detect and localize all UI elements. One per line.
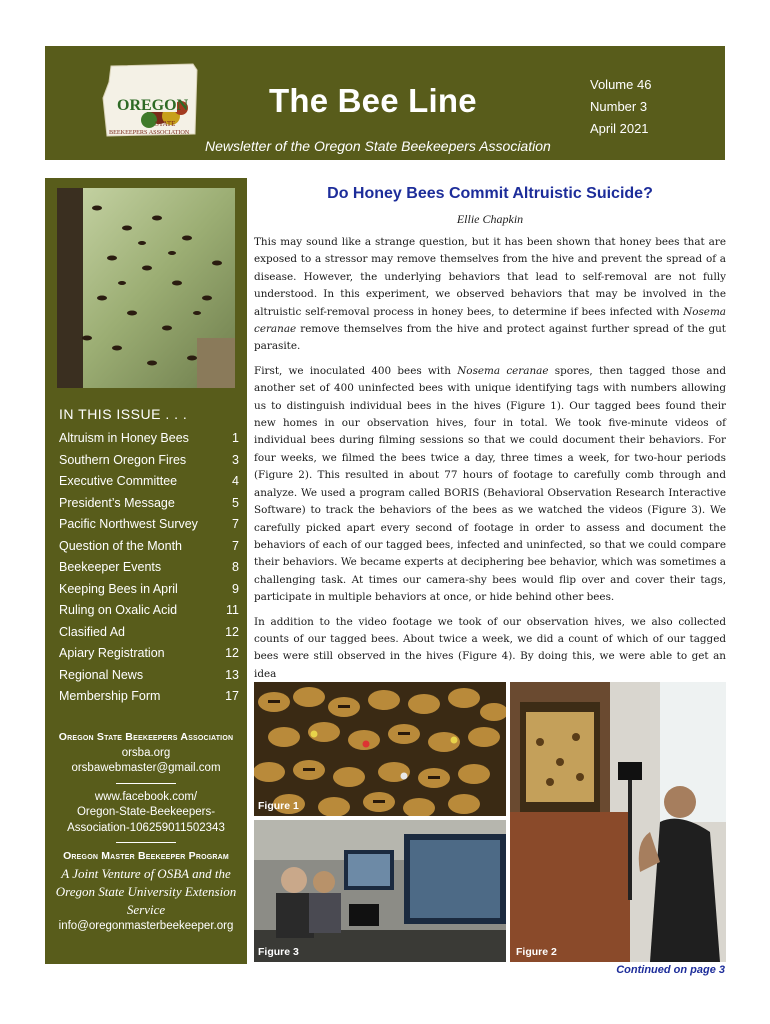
toc-item-label: Keeping Bees in April [59,581,178,596]
svg-text:OREGON: OREGON [117,97,189,114]
toc-item-label: Executive Committee [59,474,178,488]
omb-tagline-2: Oregon State University Extension Service [55,883,237,917]
text-run: This may sound like a strange question, but it has been shown that honey bees that are exposed to a stressor may remove themselves from the hive and prevent the spread of a disease. However, the underlying behaviors that lead to self-removal are not fully understood. In this experiment, we observed behaviors that may be involved in the altruistic self-removal process in honey bees, to determine if bees infected with [254,236,726,318]
osba-name: Oregon State Beekeepers Association [58,731,234,743]
toc-item-page: 9 [232,581,239,596]
in-this-issue-heading: IN THIS ISSUE . . . [59,406,188,422]
toc-item-page: 1 [232,431,239,445]
divider [116,842,176,843]
toc-item-page: 7 [232,517,239,531]
sidebar [45,178,247,964]
continued-link[interactable]: Continued on page 3 [616,964,725,976]
text-run: spores, then tagged those and another set of 400 uninfected bees with unique identifying tags with numbers allowing us to distinguish individual bees in the hives (Figure 1). Our tagged bees found their new homes in our observation hives, four in total. We took five-minute videos of individual bees during filming sessions so that we could document their behaviors. For four weeks, we filmed the bees twice a day, three times a week, for two-hour periods (Figure 2). This resulted in about 77 hours of footage to carefully comb through and analyze. We used a program called BORIS (Behavioral Observation Research Interactive Software) to track the behaviors of the bees as we watched the videos (Figure 3). We carefully picked apart every second of footage in order to assess and document the behaviors of each of our tagged bees, infected and uninfected, so that we could compare their behaviors. We became experts at deciphering bee behavior, which was sometimes a challenging task. At times our camera-shy bees would flip over and cover their tags, participate in multiple behaviors at once, or hide behind other bees. [254,364,726,604]
toc-item-label: Clasified Ad [59,624,126,639]
paragraph-2 [254,363,726,607]
toc-item-label: Altruism in Honey Bees [59,431,189,445]
osba-contact [45,730,247,934]
omb-email-link[interactable]: info@oregonmasterbeekeeper.org [58,919,234,932]
paragraph-3: In addition to the video footage we took of our observation hives, we also collected counts of our tagged bees. About twice a week, we did a count of which of our tagged bees were still observed in the hives (Figure 4). By doing this, we were able to get an idea [254,615,726,680]
toc-item-page: 7 [232,538,239,553]
divider [116,783,176,784]
osba-logo [97,60,207,142]
number: Number 3 [590,99,648,114]
species-name: Nosema ceranae [457,364,549,377]
omb-name: Oregon Master Beekeeper Program [63,850,229,862]
issue-date: April 2021 [590,121,649,136]
toc-item-page: 12 [225,624,239,639]
facebook-link-line-3: Association-106259011502343 [67,821,225,834]
toc-item[interactable] [59,579,239,601]
toc-item[interactable] [59,471,239,493]
masthead-banner [45,46,725,160]
newsletter-tagline: Newsletter of the Oregon State Beekeepers Association [205,138,551,154]
toc-item-label: Membership Form [59,689,161,703]
omb-tagline-1: A Joint Venture of OSBA and the [61,865,231,881]
facebook-link-line-2: Oregon-State-Beekeepers- [76,806,216,818]
toc-item-label: Pacific Northwest Survey [59,517,198,531]
toc-item-page: 5 [232,495,239,510]
toc-item-label: Ruling on Oxalic Acid [59,603,178,617]
toc-item-page: 8 [232,560,239,574]
toc-item-page: 3 [232,452,239,467]
newsletter-title: The Bee Line [269,82,477,119]
toc-item-page: 17 [225,689,239,703]
toc-item[interactable] [59,643,239,665]
svg-text:STATE: STATE [155,120,176,128]
article-body [254,234,726,690]
toc-item-label: Regional News [59,667,144,682]
toc-item[interactable] [59,622,239,644]
text-run: remove themselves from the hive and protect against further spread of the gut parasite. [254,323,726,353]
toc-item-label: Southern Oregon Fires [59,452,187,467]
toc-item[interactable] [59,493,239,515]
bees-swarm-photo [57,188,235,388]
osba-email-link[interactable]: orsbawebmaster@gmail.com [71,762,221,774]
toc-item-label: President’s Message [59,495,175,510]
figure-2-label: Figure 2 [516,946,557,958]
toc-item-page: 13 [225,667,239,682]
figure-1-photo [254,682,506,816]
toc-item-label: Beekeeper Events [59,560,162,574]
text-run: First, we inoculated 400 bees with [254,364,458,377]
toc-item[interactable] [59,665,239,687]
species-name: Nosema ceranae [254,305,726,336]
toc-item[interactable] [59,450,239,472]
figure-1-label: Figure 1 [258,800,299,812]
toc-item-page: 12 [225,646,239,660]
table-of-contents [59,428,239,708]
toc-item[interactable] [59,428,239,450]
toc-item[interactable] [59,536,239,558]
article-author: Ellie Chapkin [456,212,524,226]
toc-item[interactable] [59,600,239,622]
issue-info [590,74,651,140]
volume: Volume 46 [590,77,652,92]
figure-3-label: Figure 3 [258,946,299,958]
figure-3-photo [254,820,506,962]
article-title: Do Honey Bees Commit Altruistic Suicide? [327,185,653,202]
toc-item[interactable] [59,686,239,708]
facebook-link-line-1: www.facebook.com/ [94,790,198,803]
toc-item-page: 4 [232,474,239,488]
toc-item-label: Apiary Registration [59,646,165,660]
figure-2-photo [510,682,726,962]
toc-item-page: 11 [226,603,239,617]
toc-item[interactable] [59,514,239,536]
osba-site-link[interactable]: orsba.org [121,746,171,759]
paragraph-1 [254,234,726,356]
svg-text:BEEKEEPERS ASSOCIATION: BEEKEEPERS ASSOCIATION [109,129,190,136]
facebook-link[interactable] [45,790,247,837]
toc-item-label: Question of the Month [59,538,182,553]
toc-item[interactable] [59,557,239,579]
